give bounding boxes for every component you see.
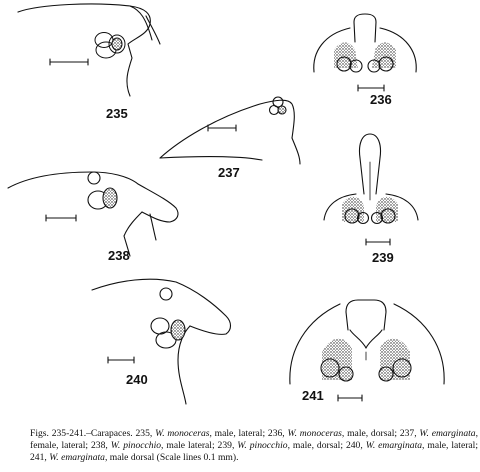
figure-235-drawing xyxy=(18,4,160,96)
caption-species: W. monoceras xyxy=(155,428,210,439)
figure-number-237: 237 xyxy=(218,165,240,180)
caption-text: , male, dorsal; 237, xyxy=(341,428,420,439)
figure-237-drawing xyxy=(160,97,300,164)
caption-lead: Figs. 235-241.–Carapaces. 235, xyxy=(30,428,156,439)
figure-240-drawing xyxy=(92,279,231,404)
figure-number-235: 235 xyxy=(106,106,128,121)
figure-241-drawing xyxy=(290,300,444,401)
figure-number-239: 239 xyxy=(372,250,394,265)
caption-species: W. pinocchio xyxy=(237,440,288,452)
caption-text: , male, lateral; 241, xyxy=(30,440,479,464)
caption-text: , female, lateral; 238, xyxy=(30,428,478,452)
caption-species: W. pinocchio xyxy=(110,440,162,452)
caption-text: , male, lateral; 236, xyxy=(209,428,288,439)
caption-species: W. monoceras xyxy=(287,428,342,439)
caption-species: W. emarginata xyxy=(419,428,476,439)
figure-number-241: 241 xyxy=(302,388,324,403)
caption-text: , male dorsal (Scale lines 0.1 mm). xyxy=(104,452,239,464)
figure-238-drawing xyxy=(8,172,178,256)
figure-number-236: 236 xyxy=(370,92,392,107)
figure-236-drawing xyxy=(314,14,416,91)
caption-text: , male lateral; 239, xyxy=(161,440,238,452)
caption-species: W. emarginata xyxy=(365,440,423,452)
figure-caption xyxy=(30,428,478,465)
caption-text: , male, dorsal; 240, xyxy=(287,440,366,452)
figure-number-238: 238 xyxy=(108,248,130,263)
figure-number-240: 240 xyxy=(126,372,148,387)
caption-species: W. emarginata xyxy=(49,452,105,464)
figure-239-drawing xyxy=(324,134,418,245)
